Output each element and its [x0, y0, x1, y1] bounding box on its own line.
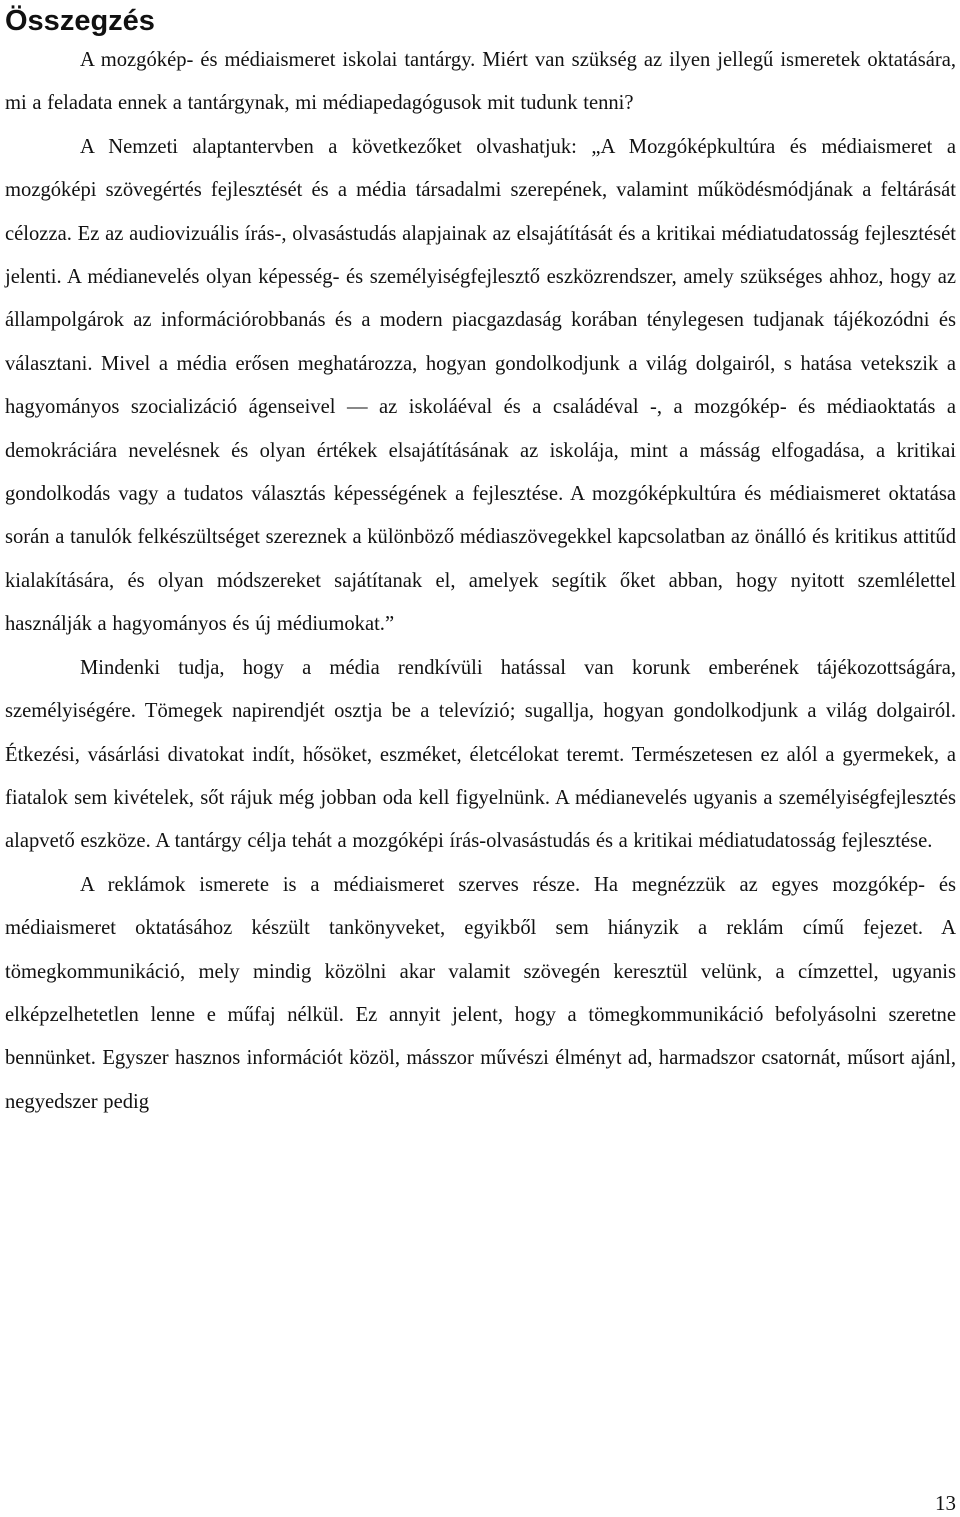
- paragraph-intro: A mozgókép- és médiaismeret iskolai tantárgy. Miért van szükség az ilyen jellegű ismeretek oktatására, mi a feladata ennek a tantárgynak, mi médiapedagógusok mit tudunk tenni?: [5, 49, 956, 115]
- page-number: 13: [935, 1491, 956, 1515]
- paragraph-media-influence: Mindenki tudja, hogy a média rendkívüli hatással van korunk emberének tájékozottságára, személyiségére. Tömegek napirendjét osztja be a televízió; sugallja, hogyan gondolkodjunk a világ dolgairól. Étkezési, vásárlási divatokat indít, hősöket, eszméket, életcélokat teremt. Természetesen ez alól a gyermekek, a fiatalok sem kivételek, sőt rájuk még jobban oda kell figyelnünk. A médianevelés ugyanis a személyiségfejlesztés alapvető eszköze. A tantárgy célja tehát a mozgóképi írás-olvasástudás és a kritikai médiatudatosság fejlesztése.: [5, 656, 956, 853]
- paragraph-advertising: A reklámok ismerete is a médiaismeret szerves része. Ha megnézzük az egyes mozgókép- és médiaismeret oktatásához készült tankönyveket, egyikből sem hiányzik a reklám című fejezet. A tömegkommunikáció, mely mindig közölni akar valamit szövegén keresztül velünk, a címzettel, ugyanis elképzelhetetlen lenne e műfaj nélkül. Ez annyit jelent, hogy a tömegkommunikáció befolyásolni szeretne bennünket. Egyszer hasznos információt közöl, másszor művészi élményt ad, harmadszor csatornát, műsort ajánl, negyedszer pedig: [5, 873, 956, 1113]
- paragraph-nat-quote: A Nemzeti alaptantervben a következőket olvashatjuk: „A Mozgóképkultúra és médiaismeret a mozgóképi szövegértés fejlesztését és a média társadalmi szerepének, valamint működésmódjának a feltárását célozza. Ez az audiovizuális írás-, olvasástudás alapjainak az elsajátítását és a kritikai médiatudatosság fejlesztését jelenti. A médianevelés olyan képesség- és személyiségfejlesztő eszközrendszer, amely szükséges ahhoz, hogy az állampolgárok az információrobbanás és a modern piacgazdaság korában ténylegesen tudjanak tájékozódni és választani. Mivel a média erősen meghatározza, hogyan gondolkodjunk a világ dolgairól, s hatása vetekszik a hagyományos szocializáció ágenseivel — az iskoláéval és a családéval -, a mozgókép- és médiaoktatás a demokráciára nevelésnek és olyan értékek elsajátításának az iskolája, mint a másság elfogadása, a kritikai gondolkodás vagy a tudatos választás képességének a fejlesztése. A mozgóképkultúra és médiaismeret oktatása során a tanulók felkészültséget szereznek a különböző médiaszövegekkel kapcsolatban az önálló és kritikus attitűd kialakítására, és olyan módszereket sajátítanak el, amelyek segítik őket abban, hogy nyitott szemlélettel használják a hagyományos és új médiumokat.”: [5, 135, 956, 636]
- section-heading: Összegzés: [5, 5, 155, 37]
